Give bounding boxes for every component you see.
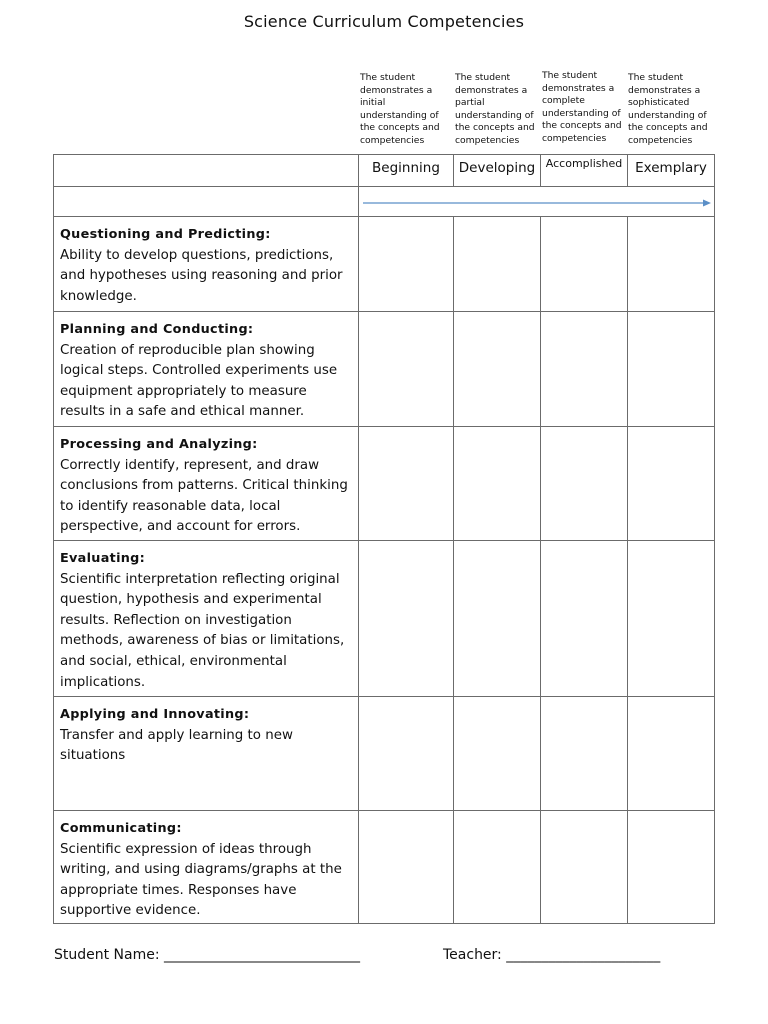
criterion-row (54, 541, 715, 697)
criterion-text: Creation of reproducible plan showing logical steps. Controlled experiments use equipment appropriately to measure results in a safe and ethical manner. (60, 342, 338, 420)
rating-cell-developing[interactable] (454, 427, 541, 541)
student-name-field[interactable]: Student Name: ____________________________ (54, 947, 361, 963)
rating-cell-exemplary[interactable] (628, 541, 715, 697)
criterion-name: Processing and Analyzing: (60, 437, 258, 452)
rating-cell-developing[interactable] (454, 312, 541, 427)
rating-cell-exemplary[interactable] (628, 811, 715, 924)
rating-cell-accomplished[interactable] (541, 697, 628, 811)
criterion-row (54, 312, 715, 427)
criterion-cell (54, 697, 359, 811)
rating-cell-developing[interactable] (454, 811, 541, 924)
rating-cell-accomplished[interactable] (541, 541, 628, 697)
criterion-row (54, 217, 715, 312)
rating-cell-beginning[interactable] (359, 541, 454, 697)
criterion-row (54, 697, 715, 811)
progression-arrow (359, 187, 715, 217)
rating-cell-accomplished[interactable] (541, 217, 628, 312)
criterion-name: Applying and Innovating: (60, 707, 250, 722)
criterion-text: Correctly identify, represent, and draw conclusions from patterns. Critical thinking to identify reasonable data, local perspective, and account for errors. (60, 457, 348, 535)
rating-cell-exemplary[interactable] (628, 312, 715, 427)
rating-cell-beginning[interactable] (359, 811, 454, 924)
criterion-row (54, 811, 715, 924)
criterion-row (54, 427, 715, 541)
rating-cell-developing[interactable] (454, 541, 541, 697)
level-header-row (54, 155, 715, 187)
rating-cell-beginning[interactable] (359, 697, 454, 811)
criterion-cell (54, 217, 359, 312)
progression-row (54, 187, 715, 217)
level-beginning: Beginning (359, 155, 454, 187)
rating-cell-beginning[interactable] (359, 312, 454, 427)
level-descriptor-beginning: The student demonstrates a initial understanding of the concepts and competencies (360, 72, 440, 146)
criterion-cell (54, 312, 359, 427)
rating-cell-accomplished[interactable] (541, 811, 628, 924)
level-developing: Developing (454, 155, 541, 187)
criterion-name: Communicating: (60, 821, 182, 836)
rating-cell-developing[interactable] (454, 217, 541, 312)
rating-cell-exemplary[interactable] (628, 217, 715, 312)
criterion-text: Transfer and apply learning to new situations (60, 727, 293, 764)
level-descriptor-exemplary: The student demonstrates a sophisticated understanding of the concepts and competencies (628, 72, 708, 146)
criterion-text: Ability to develop questions, predictions, and hypotheses using reasoning and prior knowledge. (60, 247, 343, 304)
criterion-cell (54, 811, 359, 924)
criterion-text: Scientific interpretation reflecting original question, hypothesis and experimental results. Reflection on investigation methods, awareness of bias or limitations, and social, ethical, environmental implications. (60, 571, 345, 690)
rating-cell-accomplished[interactable] (541, 427, 628, 541)
rubric-table (53, 154, 715, 924)
rating-cell-beginning[interactable] (359, 217, 454, 312)
header-blank-cell (54, 155, 359, 187)
criterion-text: Scientific expression of ideas through writing, and using diagrams/graphs at the appropriate times. Responses have supportive evidence. (60, 841, 342, 919)
rating-cell-beginning[interactable] (359, 427, 454, 541)
rating-cell-exemplary[interactable] (628, 427, 715, 541)
progression-arrow-cell (359, 187, 715, 217)
criterion-name: Questioning and Predicting: (60, 227, 271, 242)
level-descriptor-accomplished: The student demonstrates a complete understanding of the concepts and competencies (542, 70, 622, 144)
teacher-field[interactable]: Teacher: ______________________ (443, 947, 661, 963)
criterion-cell (54, 427, 359, 541)
criterion-name: Planning and Conducting: (60, 322, 254, 337)
criterion-cell (54, 541, 359, 697)
level-exemplary: Exemplary (628, 155, 715, 187)
criterion-name: Evaluating: (60, 551, 146, 566)
rating-cell-accomplished[interactable] (541, 312, 628, 427)
level-accomplished: Accomplished (541, 155, 628, 187)
level-descriptor-developing: The student demonstrates a partial understanding of the concepts and competencies (455, 72, 535, 146)
progression-blank-cell (54, 187, 359, 217)
rating-cell-developing[interactable] (454, 697, 541, 811)
rating-cell-exemplary[interactable] (628, 697, 715, 811)
page-title: Science Curriculum Competencies (243, 12, 525, 31)
